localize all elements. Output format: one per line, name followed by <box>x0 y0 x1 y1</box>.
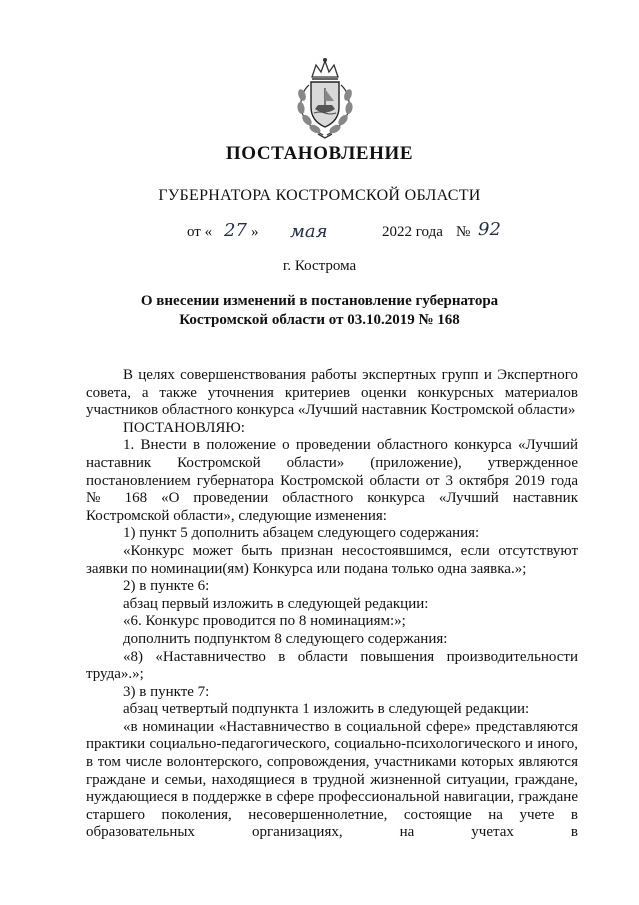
document-heading <box>0 292 639 330</box>
paragraph-subitem-3: 3) в пункте 7: <box>123 683 210 700</box>
document-body <box>86 367 578 842</box>
paragraph-quote-1: «Конкурс может быть признан несостоявшимся, если отсутствуют заявки по номинации(ям) Конкурса или подана только одна заявка.»; <box>86 542 578 577</box>
date-number-line <box>0 219 639 252</box>
paragraph-quote-2: «6. Конкурс проводится по 8 номинациям:»; <box>123 613 406 630</box>
heading-line-2: Костромской области от 03.10.2019 № 168 <box>179 312 460 328</box>
paragraph-subitem-2: 2) в пункте 6: <box>123 578 210 595</box>
document-number-handwritten: 92 <box>478 219 501 240</box>
number-sign: № <box>456 224 471 240</box>
date-month-handwritten: мая <box>290 221 328 242</box>
heading-line-1: О внесении изменений в постановление губернатора <box>140 293 499 309</box>
paragraph-quote-4: «в номинации «Наставничество в социальной сфере» представляются практики социально-педагогического, социально-психологического и иного, в том числе волонтерского, сопровождения, участниками которых являются граждане и семьи, находящиеся в трудной жизненной ситуации, граждане, нуждающиеся в поддержке в сфере профессиональной навигации, граждане старшего поколения, несовершеннолетние, состоящие на учете в образовательных организациях, на учетах в <box>86 718 578 841</box>
document-title: ПОСТАНОВЛЕНИЕ <box>225 143 414 164</box>
paragraph-instruction-2: дополнить подпунктом 8 следующего содержания: <box>123 630 448 647</box>
paragraph-instruction-1: абзац первый изложить в следующей редакции: <box>123 595 429 612</box>
document-subtitle: ГУБЕРНАТОРА КОСТРОМСКОЙ ОБЛАСТИ <box>158 187 481 204</box>
paragraph-quote-3: «8) «Наставничество в области повышения производительности труда».»; <box>86 648 578 683</box>
date-day-close: » <box>251 224 259 240</box>
city-name: г. Кострома <box>282 258 357 274</box>
paragraph-decree: ПОСТАНОВЛЯЮ: <box>123 419 245 436</box>
paragraph-item-1: 1. Внести в положение о проведении областного конкурса «Лучший наставник Костромской области» (приложение), утвержденное постановлением губернатора Костромской области от 3 октября 2019 года № 168 «О проведении областного конкурса «Лучший наставник Костромской области», следующие изменения: <box>86 437 578 524</box>
date-day-handwritten: 27 <box>224 220 247 241</box>
paragraph-preamble: В целях совершенствования работы экспертных групп и Экспертного совета, а также уточнения критериев оценки конкурсных материалов участников областного конкурса «Лучший наставник Костромской области» <box>86 367 578 419</box>
kostroma-coat-of-arms-emblem <box>290 55 360 140</box>
paragraph-subitem-1: 1) пункт 5 дополнить абзацем следующего содержания: <box>123 525 480 542</box>
date-year: 2022 года <box>382 224 443 240</box>
date-prefix: от « <box>187 224 213 240</box>
paragraph-instruction-3: абзац четвертый подпункта 1 изложить в следующей редакции: <box>123 701 530 718</box>
